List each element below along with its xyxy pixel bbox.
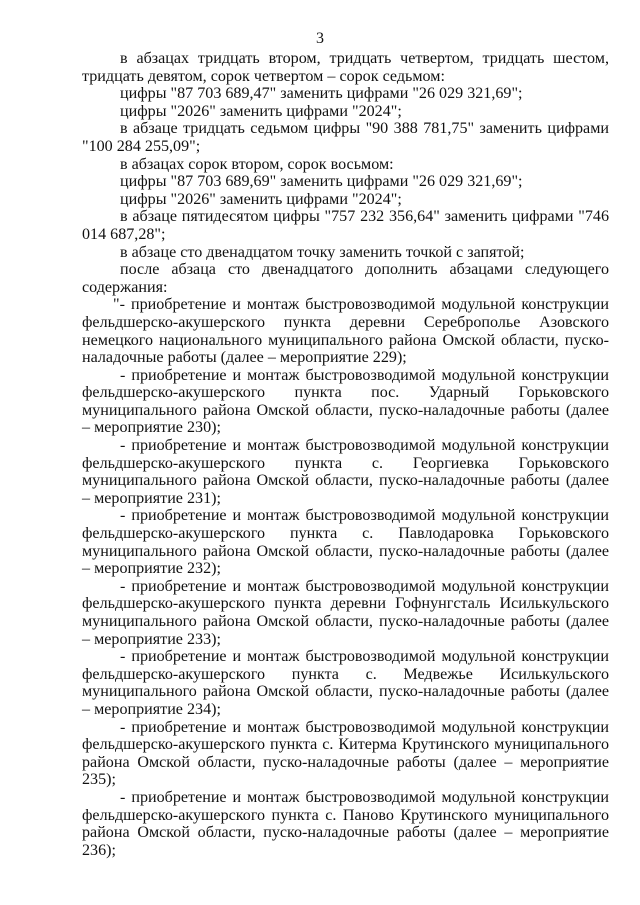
list-item-234: - приобретение и монтаж быстровозводимой модульной конструкции фельдшерско-акушерского пункта с. Медвежье Исилькульского муниципального района Омской области, пуско-наладочные работы (далее – мероприятие 234); [82,648,609,718]
paragraph-4: в абзаце тридцать седьмом цифры "90 388 781,75" заменить цифрами "100 284 255,09"; [82,120,609,155]
paragraph-7: цифры "2026" заменить цифрами "2024"; [120,190,402,208]
paragraph-1: в абзацах тридцать втором, тридцать четвертом, тридцать шестом, тридцать девятом, сорок четвертом – сорок седьмом: [82,50,609,85]
paragraph-6: цифры "87 703 689,69" заменить цифрами "26 029 321,69"; [120,173,523,191]
paragraph-5: в абзацах сорок втором, сорок восьмом: [120,155,394,173]
list-item-233: - приобретение и монтаж быстровозводимой модульной конструкции фельдшерско-акушерского пункта деревни Гофнунгсталь Исилькульского муниципального района Омской области, пуско-наладочные работы (далее – мероприятие 233); [82,577,609,648]
paragraph-9: в абзаце сто двенадцатом точку заменить точкой с запятой; [120,243,525,261]
page-number: 3 [316,30,324,47]
list-item-236: - приобретение и монтаж быстровозводимой модульной конструкции фельдшерско-акушерского пункта с. Паново Крутинского муниципального района Омской области, пуско-наладочные работы (далее – мероприятие 236); [82,788,609,859]
list-item-230: - приобретение и монтаж быстровозводимой модульной конструкции фельдшерско-акушерского пункта пос. Ударный Горьковского муниципального района Омской области, пуско-наладочные работы (далее – мероприятие 230); [82,366,609,437]
paragraph-10: после абзаца сто двенадцатого дополнить абзацами следующего содержания: [82,261,609,296]
list-item-232: - приобретение и монтаж быстровозводимой модульной конструкции фельдшерско-акушерского пункта с. Павлодаровка Горьковского муниципального района Омской области, пуско-наладочные работы (далее – мероприятие 232); [82,507,609,578]
paragraph-3: цифры "2026" заменить цифрами "2024"; [120,102,402,120]
list-item-235: - приобретение и монтаж быстровозводимой модульной конструкции фельдшерско-акушерского пункта с. Китерма Крутинского муниципального района Омской области, пуско-наладочные работы (далее – мероприятие 235); [82,718,609,789]
list-item-231: - приобретение и монтаж быстровозводимой модульной конструкции фельдшерско-акушерского пункта с. Георгиевка Горьковского муниципального района Омской области, пуско-наладочные работы (далее – мероприятие 231); [82,437,609,507]
list-item-229: "- приобретение и монтаж быстровозводимой модульной конструкции фельдшерско-акушерского пункта деревни Сереброполье Азовского немецкого национального муниципального района Омской области, пуско-наладочные работы (далее – мероприятие 229); [82,296,609,367]
paragraph-2: цифры "87 703 689,47" заменить цифрами "26 029 321,69"; [120,85,523,103]
paragraph-8: в абзаце пятидесятом цифры "757 232 356,64" заменить цифрами "746 014 687,28"; [82,208,609,243]
document-body [82,50,609,859]
